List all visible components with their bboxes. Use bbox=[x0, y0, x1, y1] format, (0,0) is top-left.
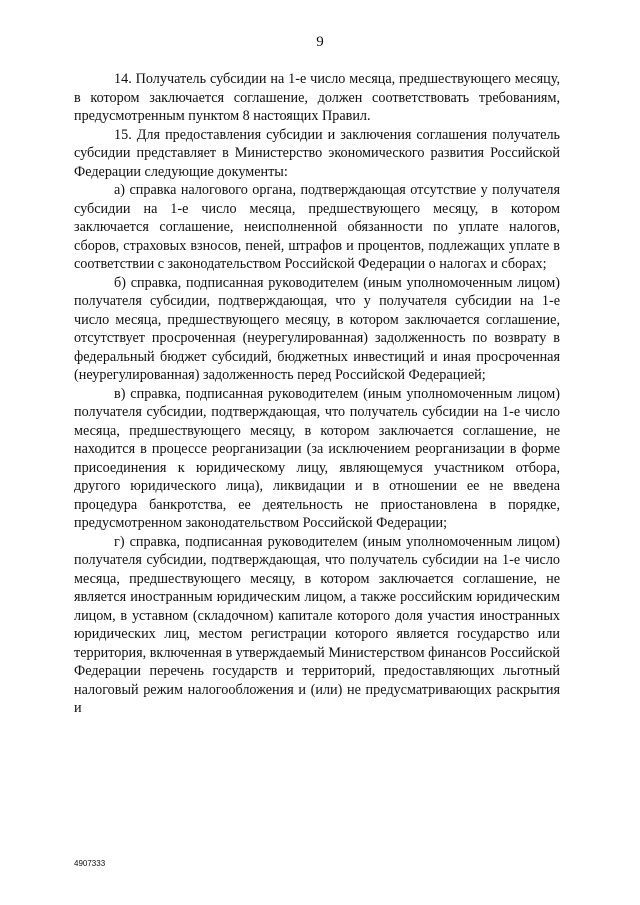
document-code: 4907333 bbox=[74, 859, 106, 868]
paragraph-15-g: г) справка, подписанная руководителем (иным уполномоченным лицом) получателя субсидии, подтверждающая, что получатель субсидии на 1-е число месяца, предшествующего месяцу, в котором заключается соглашение, не является иностранным юридическим лицом, а также российским юридическим лицом, в уставном (складочном) капитале которого доля участия иностранных юридических лиц, местом регистрации которого является государство или территория, включенная в утверждаемый Министерством финансов Российской Федерации перечень государств и территорий, предоставляющих льготный налоговый режим налогообложения и (или) не предусматривающих раскрытия и bbox=[74, 533, 560, 716]
paragraph-15-v: в) справка, подписанная руководителем (иным уполномоченным лицом) получателя субсидии, подтверждающая, что получатель субсидии на 1-е число месяца, предшествующего месяцу, в котором заключается соглашение, не находится в процессе реорганизации (за исключением реорганизации в форме присоединения к юридическому лицу, являющемуся участником отбора, другого юридического лица), ликвидации и в отношении ее не введена процедура банкротства, ее деятельность не приостановлена в порядке, предусмотренном законодательством Российской Федерации; bbox=[74, 385, 560, 531]
paragraph-14: 14. Получатель субсидии на 1-е число месяца, предшествующего месяцу, в котором заключается соглашение, должен соответствовать требованиям, предусмотренным пунктом 8 настоящих Правил. bbox=[74, 71, 560, 124]
paragraph-15-b: б) справка, подписанная руководителем (иным уполномоченным лицом) получателя субсидии, подтверждающая, что у получателя субсидии на 1-е число месяца, предшествующего месяцу, в котором заключается соглашение, отсутствует просроченная (неурегулированная) задолженность по возврату в федеральный бюджет субсидий, бюджетных инвестиций и иная просроченная (неурегулированная) задолженность перед Российской Федерацией; bbox=[74, 274, 560, 383]
paragraph-15: 15. Для предоставления субсидии и заключения соглашения получатель субсидии представляет в Министерство экономического развития Российской Федерации следующие документы: bbox=[74, 126, 560, 180]
document-body bbox=[74, 70, 560, 718]
page-number: 9 bbox=[316, 34, 324, 50]
paragraph-15-a: а) справка налогового органа, подтверждающая отсутствие у получателя субсидии на 1-е число месяца, предшествующего месяцу, в котором заключается соглашение, неисполненной обязанности по уплате налогов, сборов, страховых взносов, пеней, штрафов и процентов, подлежащих уплате в соответствии с законодательством Российской Федерации о налогах и сборах; bbox=[74, 182, 560, 272]
